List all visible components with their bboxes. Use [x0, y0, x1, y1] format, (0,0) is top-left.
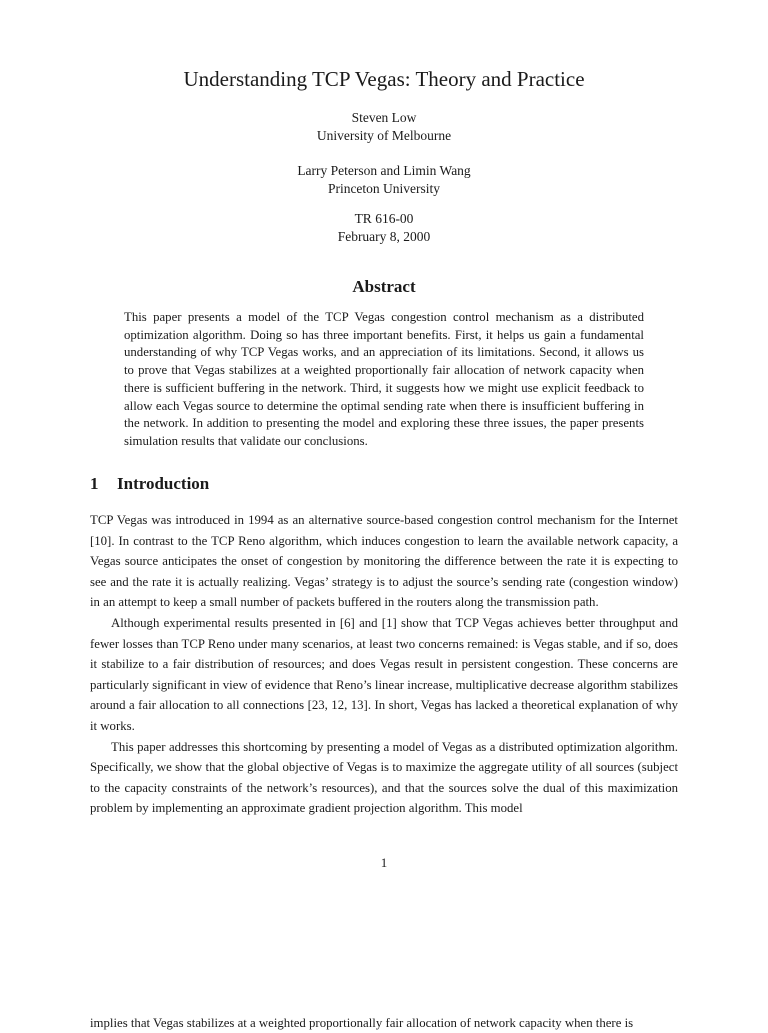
page-number: 1 — [380, 855, 388, 870]
report-info — [0, 210, 768, 246]
paper-title: Understanding TCP Vegas: Theory and Practice — [183, 67, 585, 91]
paragraph: This paper addresses this shortcoming by presenting a model of Vegas as a distributed optimization algorithm. Specifically, we show that the global objective of Vegas is to maximize the aggregate utility of all sources (subject to the capacity constraints of the network’s resources), and that the sources solve the dual of this maximization problem by implementing an approximate gradient projection algorithm. This model — [90, 739, 678, 816]
introduction-body — [90, 510, 678, 819]
author-affiliation: Princeton University — [327, 181, 441, 196]
report-number: TR 616-00 — [354, 211, 414, 226]
paragraph: TCP Vegas was introduced in 1994 as an alternative source-based congestion control mechanism for the Internet [10]. In contrast to the TCP Reno algorithm, which induces congestion to learn the available network capacity, a Vegas source anticipates the onset of congestion by monitoring the difference between the rate it is expecting to see and the rate it is actually realizing. Vegas’ strategy is to adjust the source’s sending rate (congestion window) in an attempt to keep a small number of packets buffered in the routers along the transmission path. — [90, 513, 678, 610]
next-page-text-fragment: implies that Vegas stabilizes at a weighted proportionally fair allocation of network capacity when there is — [90, 1016, 634, 1030]
abstract-heading: Abstract — [352, 277, 416, 296]
section-number: 1 — [90, 474, 99, 493]
author-name: Larry Peterson and Limin Wang — [297, 163, 471, 178]
author-block-2 — [0, 162, 768, 198]
section-heading-introduction — [90, 473, 209, 495]
paragraph: Although experimental results presented in [6] and [1] show that TCP Vegas achieves better throughput and fewer losses than TCP Reno under many scenarios, at least two concerns remained: is Vegas stable, and if so, does it stabilize to a fair distribution of resources; and does Vegas result in persistent congestion. These concerns are particularly significant in view of evidence that Reno’s linear increase, multiplicative decrease algorithm stabilizes around a fair allocation to all connections [23, 12, 13]. In short, Vegas has lacked a theoretical explanation of why it works. — [90, 615, 678, 733]
report-date: February 8, 2000 — [337, 229, 431, 244]
author-name: Steven Low — [351, 110, 417, 125]
author-block-1 — [0, 109, 768, 145]
section-title: Introduction — [117, 474, 210, 493]
author-affiliation: University of Melbourne — [316, 128, 452, 143]
abstract-text: This paper presents a model of the TCP Vegas congestion control mechanism as a distributed optimization algorithm. Doing so has three important benefits. First, it helps us gain a fundamental understanding of why TCP Vegas works, and an appreciation of its limitations. Second, it allows us to prove that Vegas stabilizes at a weighted proportionally fair allocation of network capacity when there is sufficient buffering in the network. Third, it suggests how we might use explicit feedback to allow each Vegas source to determine the optimal sending rate when there is insufficient buffering in the network. In addition to presenting the model and exploring these three issues, the paper presents simulation results that validate our conclusions. — [124, 310, 644, 448]
